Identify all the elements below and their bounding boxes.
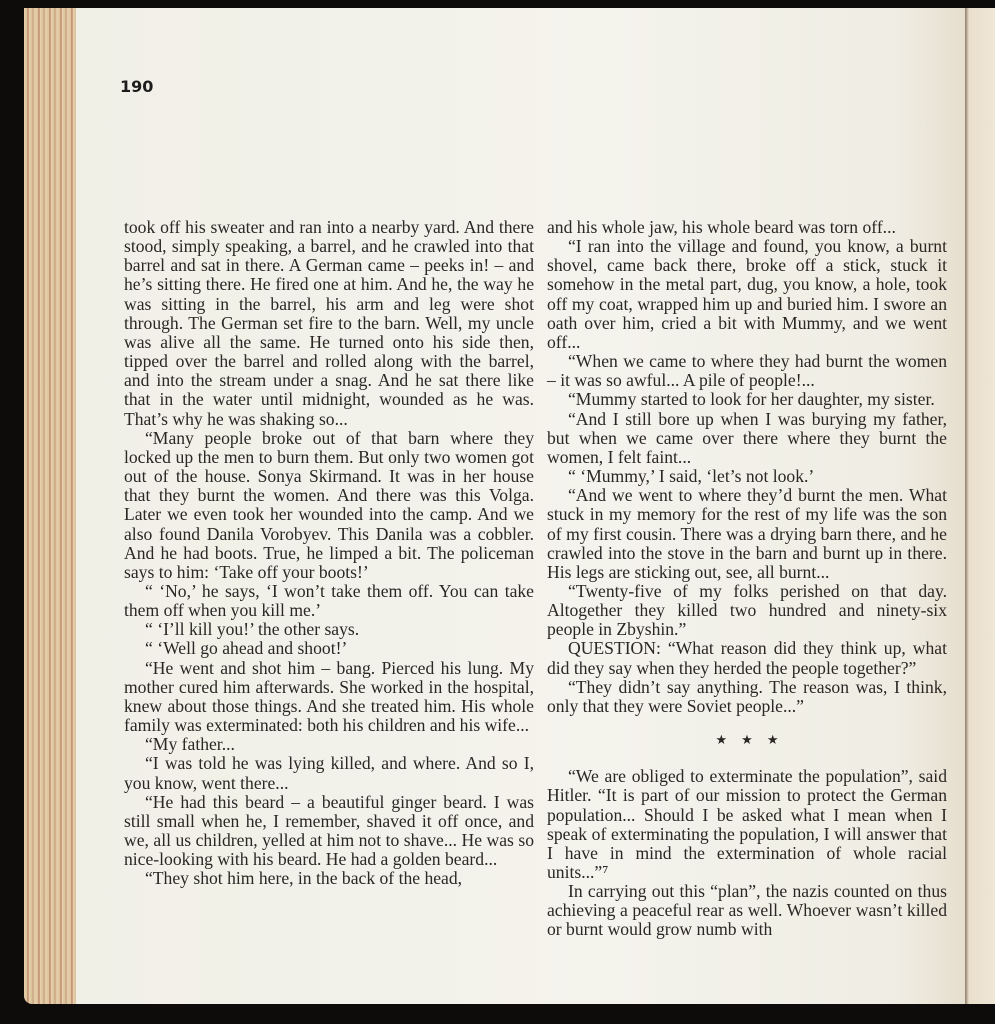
next-page-edge — [965, 8, 995, 1004]
paragraph: QUESTION: “What reason did they think up, what did they say when they herded the people together?” — [547, 638, 947, 678]
right-column-interview — [547, 218, 947, 716]
paragraph: “And I still bore up when I was burying my father, but when we came over there where they burnt the women, I felt faint... — [547, 408, 947, 467]
paragraph: “My father... — [145, 734, 235, 755]
right-column-commentary — [547, 767, 947, 939]
paragraph: “He had this beard – a beautiful ginger beard. I was still small when he, I remember, shaved it off once, and we, all us children, yelled at him not to shave... He was so nice-looking with his beard. He had a golden beard... — [124, 791, 534, 870]
paragraph: “ ‘I’ll kill you!’ the other says. — [145, 619, 360, 640]
paragraph: “They didn’t say anything. The reason was, I think, only that they were Soviet people...” — [547, 676, 947, 716]
page-edges — [24, 8, 78, 1004]
paragraph: “They shot him here, in the back of the head, — [145, 868, 463, 889]
page-number: 190 — [120, 77, 154, 96]
paragraph: “We are obliged to exterminate the population”, said Hitler. “It is part of our mission to protect the German population... Should I be asked what I mean when I speak of exterminating the population, I will answer that I have in mind the extermination of whole racial units...”⁷ — [547, 766, 947, 882]
paragraph: “He went and shot him – bang. Pierced his lung. My mother cured him afterwards. She worked in the hospital, knew about those things. And she treated him. His whole family was exterminated: both his children and his wife... — [124, 657, 534, 736]
paragraph: and his whole jaw, his whole beard was torn off... — [547, 217, 896, 237]
paragraph: “ ‘Mummy,’ I said, ‘let’s not look.’ — [568, 466, 815, 487]
paragraph: “I ran into the village and found, you know, a burnt shovel, came back there, broke off a stick, stuck it somehow in the metal part, dug, you know, a hole, took off my coat, wrapped him up and buried him. I swore an oath over him, cried a bit with Mummy, and we went off... — [547, 236, 947, 352]
paragraph: “Mummy started to look for her daughter, my sister. — [568, 389, 935, 410]
right-column — [547, 218, 947, 940]
left-column — [124, 218, 534, 888]
paragraph: “I was told he was lying killed, and where. And so I, you know, went there... — [124, 753, 534, 793]
paragraph: “ ‘No,’ he says, ‘I won’t take them off. You can take them off when you kill me.’ — [124, 580, 534, 621]
paragraph: “Twenty-five of my folks perished on that day. Altogether they killed two hundred and ninety-six people in Zbyshin.” — [547, 580, 947, 640]
paragraph: “ ‘Well go ahead and shoot!’ — [145, 638, 348, 659]
section-break: ★★★ — [715, 732, 793, 748]
paragraph: “Many people broke out of that barn where they locked up the men to burn them. But only two women got out of the house. Sonya Skirmand. It was in her house that they burnt the women. And there was this Volga. Later we even took her wounded into the camp. And we also found Danila Vorobyev. This Danila was a cobbler. And he had boots. True, he limped a bit. The policeman says to him: ‘Take off your boots!’ — [124, 427, 534, 582]
paragraph: “When we came to where they had burnt the women – it was so awful... A pile of people!... — [547, 351, 947, 391]
paragraph: “And we went to where they’d burnt the men. What stuck in my memory for the rest of my life was the son of my first cousin. There was a drying barn there, and he crawled into the stove in the barn and burnt up in there. His legs are sticking out, see, all burnt... — [547, 485, 947, 582]
paragraph: In carrying out this “plan”, the nazis counted on thus achieving a peaceful rear as well. Whoever wasn’t killed or burnt would grow numb with — [547, 881, 947, 940]
paragraph: took off his sweater and ran into a nearby yard. And there stood, simply speaking, a barrel, and he crawled into that barrel and sat in there. A German came – peeks in! – and he’s sitting there. He fired one at him. And he, the way he was sitting in the barrel, his arm and leg were shot through. The German set fire to the barn. Well, my uncle was alive all the same. He turned onto his side then, tipped over the barrel and rolled along with the barrel, and into the stream under a snag. And he sat there like that in the water until midnight, wounded as he was. That’s why he was shaking so... — [124, 217, 534, 429]
